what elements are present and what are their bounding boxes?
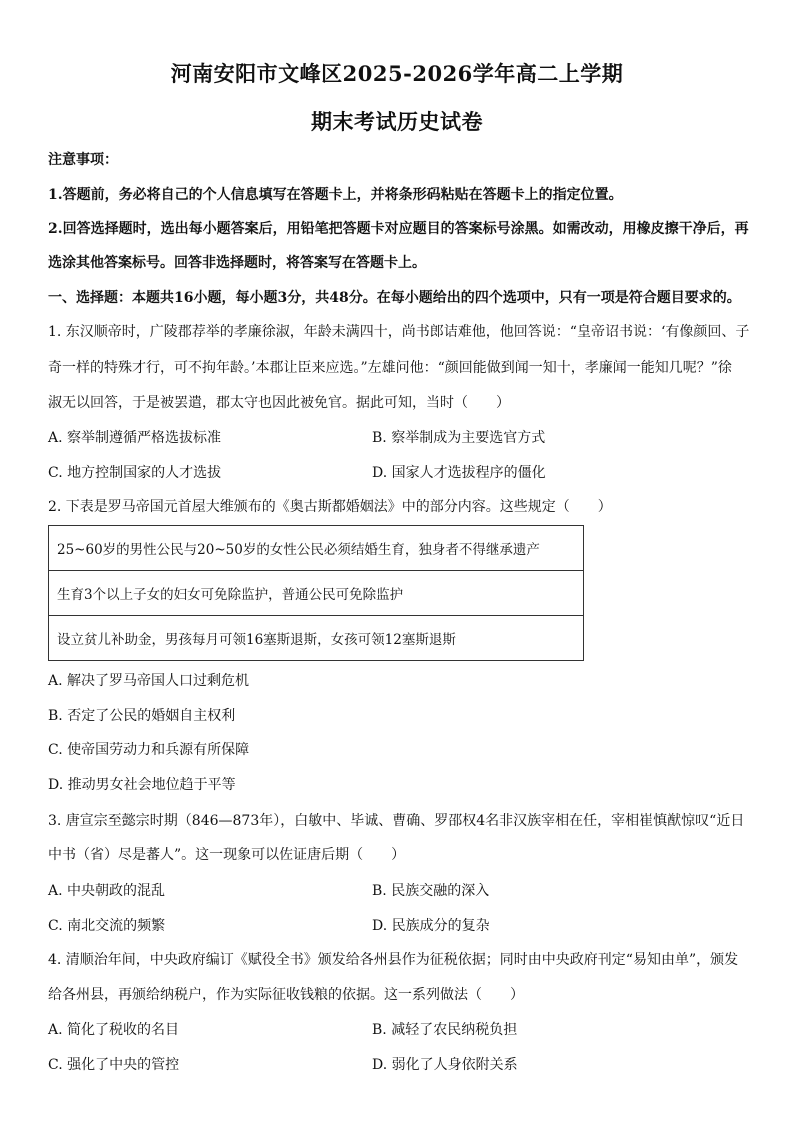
q4-stem-line2: 给各州县，再颁给纳税户，作为实际征收钱粮的依据。这一系列做法（ ）	[48, 987, 524, 1003]
table-row	[49, 526, 584, 571]
q4-option-c: C. 强化了中央的管控	[48, 1057, 180, 1073]
exam-title-line2: 期末考试历史试卷	[311, 109, 483, 134]
table-cell: 设立贫儿补助金，男孩每月可领16塞斯退斯，女孩可领12塞斯退斯	[49, 616, 584, 661]
q4-stem-line1: 4. 清顺治年间，中央政府编订《赋役全书》颁发给各州县作为征税依据；同时由中央政府刊定“易知由单”，颁发	[48, 952, 739, 968]
section-heading: 一、选择题：本题共16小题，每小题3分，共48分。在每小题给出的四个选项中，只有一项是符合题目要求的。	[48, 290, 741, 306]
q2-option-d: D. 推动男女社会地位趋于平等	[48, 777, 236, 793]
q1-option-c: C. 地方控制国家的人才选拔	[48, 465, 222, 481]
table-row	[49, 571, 584, 616]
q3-option-b: B. 民族交融的深入	[372, 883, 490, 899]
q3-option-d: D. 民族成分的复杂	[372, 918, 490, 934]
notice-item-1: 1.答题前，务必将自己的个人信息填写在答题卡上，并将条形码粘贴在答题卡上的指定位置。	[48, 187, 623, 203]
q1-option-b: B. 察举制成为主要选官方式	[372, 430, 546, 446]
notice-item-2-line2: 选涂其他答案标号。回答非选择题时，将答案写在答题卡上。	[48, 255, 426, 271]
q3-option-a: A. 中央朝政的混乱	[48, 883, 166, 899]
table-row	[49, 616, 584, 661]
notice-item-2-line1: 2.回答选择题时，选出每小题答案后，用铅笔把答题卡对应题目的答案标号涂黑。如需改动，用橡皮擦干净后，再	[48, 221, 749, 237]
q3-stem-line2: 中书（省）尽是蕃人”。这一现象可以佐证唐后期（ ）	[48, 847, 406, 863]
q1-option-a: A. 察举制遵循严格选拔标准	[48, 430, 222, 446]
q3-option-c: C. 南北交流的频繁	[48, 918, 166, 934]
q1-option-d: D. 国家人才选拔程序的僵化	[372, 465, 546, 481]
exam-title-line1: 河南安阳市文峰区2025-2026学年高二上学期	[170, 61, 624, 86]
q1-stem-line1: 1. 东汉顺帝时，广陵郡荐举的孝廉徐淑，年龄未满四十，尚书郎诘难他，他回答说：“皇帝诏书说：‘有像颜回、子	[48, 324, 750, 340]
q4-option-d: D. 弱化了人身依附关系	[372, 1057, 518, 1073]
table-cell: 生育3个以上子女的妇女可免除监护，普通公民可免除监护	[49, 571, 584, 616]
q2-option-a: A. 解决了罗马帝国人口过剩危机	[48, 673, 250, 689]
q4-option-a: A. 简化了税收的名目	[48, 1022, 180, 1038]
table-cell: 25~60岁的男性公民与20~50岁的女性公民必须结婚生育，独身者不得继承遗产	[49, 526, 584, 571]
q2-option-c: C. 使帝国劳动力和兵源有所保障	[48, 742, 250, 758]
q3-stem-line1: 3. 唐宣宗至懿宗时期（846—873年），白敏中、毕诚、曹确、罗邵权4名非汉族宰相在任，宰相崔慎猷惊叹“近日	[48, 813, 745, 829]
notice-heading: 注意事项：	[48, 152, 118, 168]
q2-stem-line1: 2. 下表是罗马帝国元首屋大维颁布的《奥古斯都婚姻法》中的部分内容。这些规定（ ）	[48, 499, 612, 515]
q1-stem-line3: 淑无以回答，于是被罢遣，郡太守也因此被免官。据此可知，当时（ ）	[48, 395, 510, 411]
q2-law-table	[48, 525, 584, 661]
q2-option-b: B. 否定了公民的婚姻自主权利	[48, 708, 236, 724]
q4-option-b: B. 减轻了农民纳税负担	[372, 1022, 518, 1038]
q1-stem-line2: 奇一样的特殊才行，可不拘年龄。’本郡让臣来应选。”左雄问他：“颜回能做到闻一知十，孝廉闻一能知几呢？”徐	[48, 360, 732, 376]
